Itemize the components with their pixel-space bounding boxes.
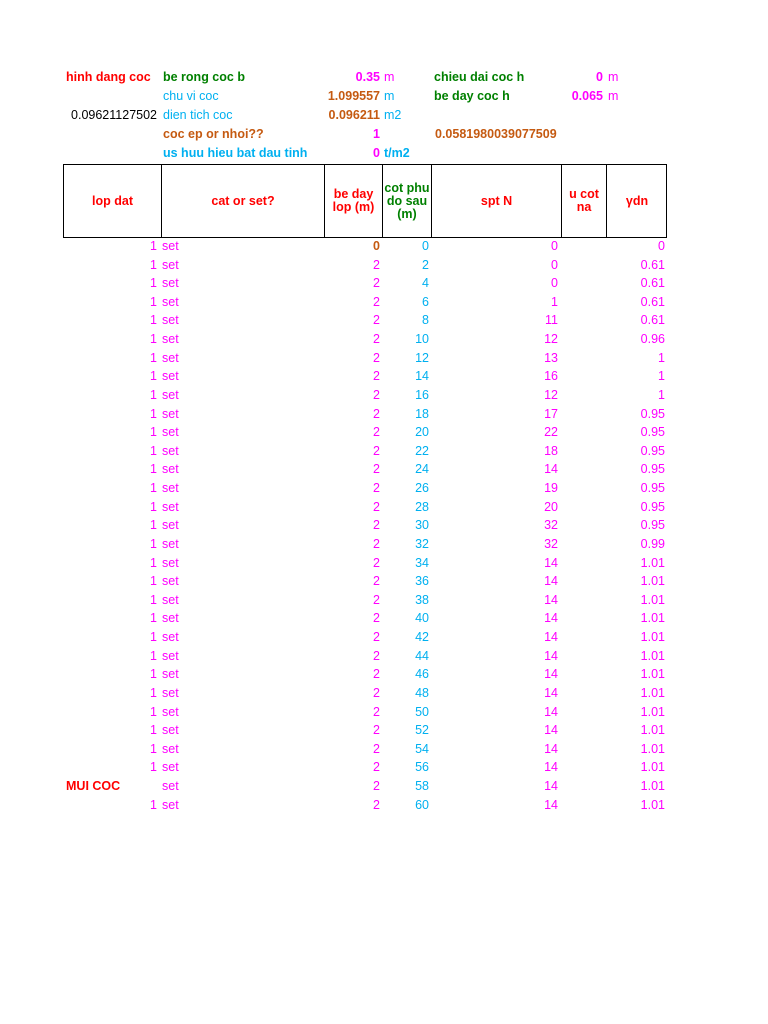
cell-lop-dat[interactable]: 1 bbox=[150, 592, 157, 607]
pile-length-value[interactable]: 0 bbox=[596, 70, 603, 84]
header-u-cot-na[interactable]: u cot na bbox=[569, 187, 599, 214]
cell-cat-or-set[interactable]: set bbox=[162, 574, 179, 589]
pile-thickness-value[interactable]: 0.065 bbox=[571, 89, 603, 103]
cell-ydn[interactable]: 1.01 bbox=[640, 667, 665, 682]
cell-ydn[interactable]: 1.01 bbox=[640, 630, 665, 645]
cell-ydn[interactable]: 0.61 bbox=[640, 313, 665, 328]
cell-be-day-lop[interactable]: 2 bbox=[373, 741, 380, 756]
cell-ydn[interactable]: 1.01 bbox=[640, 741, 665, 756]
cell-cot-phu[interactable]: 36 bbox=[415, 574, 429, 589]
area-label: dien tich coc bbox=[163, 108, 233, 122]
table-row bbox=[0, 405, 768, 424]
table-row bbox=[0, 703, 768, 722]
table-row bbox=[0, 367, 768, 386]
cell-be-day-lop[interactable]: 2 bbox=[373, 276, 380, 291]
table-row bbox=[0, 591, 768, 610]
pile-type-label: coc ep or nhoi?? bbox=[163, 127, 264, 141]
cell-lop-dat[interactable]: 1 bbox=[150, 648, 157, 663]
cell-spt-n[interactable]: 14 bbox=[544, 778, 558, 793]
column-header-row bbox=[63, 164, 667, 238]
perimeter-label: chu vi coc bbox=[163, 89, 219, 103]
cell-ydn[interactable]: 1.01 bbox=[640, 574, 665, 589]
table-row bbox=[0, 498, 768, 517]
cell-ydn[interactable]: 1.01 bbox=[640, 797, 665, 812]
cell-cot-phu[interactable]: 2 bbox=[422, 257, 429, 272]
cell-cat-or-set[interactable]: set bbox=[162, 723, 179, 738]
cell-cot-phu[interactable]: 38 bbox=[415, 592, 429, 607]
cell-cot-phu[interactable]: 50 bbox=[415, 704, 429, 719]
table-row bbox=[0, 442, 768, 461]
cell-cot-phu[interactable]: 20 bbox=[415, 425, 429, 440]
cell-spt-n[interactable]: 17 bbox=[544, 406, 558, 421]
cell-ydn[interactable]: 1 bbox=[658, 369, 665, 384]
cell-ydn[interactable]: 0.99 bbox=[640, 536, 665, 551]
cell-cat-or-set[interactable]: set bbox=[162, 630, 179, 645]
cell-spt-n[interactable]: 14 bbox=[544, 555, 558, 570]
cell-cot-phu[interactable]: 10 bbox=[415, 332, 429, 347]
cell-cot-phu[interactable]: 16 bbox=[415, 387, 429, 402]
cell-cot-phu[interactable]: 60 bbox=[415, 797, 429, 812]
cell-lop-dat[interactable]: 1 bbox=[150, 667, 157, 682]
cell-spt-n[interactable]: 14 bbox=[544, 462, 558, 477]
cell-lop-dat[interactable]: 1 bbox=[150, 797, 157, 812]
cell-spt-n[interactable]: 14 bbox=[544, 685, 558, 700]
header-cot-phu[interactable]: cot phu do sau (m) bbox=[384, 180, 430, 221]
cell-cat-or-set[interactable]: set bbox=[162, 257, 179, 272]
cell-lop-dat[interactable]: 1 bbox=[150, 574, 157, 589]
header-lop-dat[interactable]: lop dat bbox=[92, 193, 133, 208]
cell-spt-n[interactable]: 14 bbox=[544, 760, 558, 775]
cell-be-day-lop[interactable]: 2 bbox=[373, 313, 380, 328]
table-row bbox=[0, 460, 768, 479]
cell-be-day-lop[interactable]: 2 bbox=[373, 630, 380, 645]
cell-ydn[interactable]: 1.01 bbox=[640, 704, 665, 719]
effective-stress-unit: t/m2 bbox=[384, 146, 410, 160]
cell-be-day-lop[interactable]: 2 bbox=[373, 778, 380, 793]
area-value[interactable]: 0.096211 bbox=[328, 108, 380, 122]
cell-cat-or-set[interactable]: set bbox=[162, 239, 179, 253]
table-row bbox=[0, 684, 768, 703]
cell-lop-dat[interactable]: 1 bbox=[150, 536, 157, 551]
cell-be-day-lop[interactable]: 2 bbox=[373, 499, 380, 514]
cell-ydn[interactable]: 0.95 bbox=[640, 406, 665, 421]
cell-lop-dat[interactable]: 1 bbox=[150, 276, 157, 291]
cell-ydn[interactable]: 0 bbox=[658, 239, 665, 253]
pile-thickness-label: be day coc h bbox=[434, 89, 510, 103]
cell-be-day-lop[interactable]: 2 bbox=[373, 350, 380, 365]
cell-be-day-lop[interactable]: 2 bbox=[373, 443, 380, 458]
table-row bbox=[0, 609, 768, 628]
table-row bbox=[0, 554, 768, 573]
table-row bbox=[0, 330, 768, 349]
cell-lop-dat[interactable]: 1 bbox=[150, 723, 157, 738]
cell-lop-dat[interactable]: 1 bbox=[150, 443, 157, 458]
cell-be-day-lop[interactable]: 2 bbox=[373, 555, 380, 570]
cell-lop-dat[interactable]: 1 bbox=[150, 332, 157, 347]
table-row bbox=[0, 721, 768, 740]
area-side-value[interactable]: 0.09621127502 bbox=[71, 108, 157, 122]
cell-cat-or-set[interactable]: set bbox=[162, 778, 179, 793]
cell-cat-or-set[interactable]: set bbox=[162, 406, 179, 421]
header-spt-n[interactable]: spt N bbox=[480, 193, 513, 208]
cell-cot-phu[interactable]: 22 bbox=[415, 443, 429, 458]
cell-lop-dat[interactable]: 1 bbox=[150, 630, 157, 645]
cell-lop-dat[interactable]: 1 bbox=[150, 294, 157, 309]
effective-stress-label: us huu hieu bat dau tinh bbox=[163, 146, 308, 160]
cell-be-day-lop[interactable]: 2 bbox=[373, 592, 380, 607]
cell-cat-or-set[interactable]: set bbox=[162, 797, 179, 812]
cell-lop-dat[interactable]: 1 bbox=[150, 387, 157, 402]
cell-be-day-lop[interactable]: 2 bbox=[373, 667, 380, 682]
cell-be-day-lop[interactable]: 2 bbox=[373, 685, 380, 700]
cell-ydn[interactable]: 1.01 bbox=[640, 592, 665, 607]
cell-cot-phu[interactable]: 40 bbox=[415, 611, 429, 626]
cell-be-day-lop[interactable]: 2 bbox=[373, 332, 380, 347]
cell-cat-or-set[interactable]: set bbox=[162, 611, 179, 626]
cell-ydn[interactable]: 1.01 bbox=[640, 611, 665, 626]
table-row bbox=[0, 386, 768, 405]
cell-cat-or-set[interactable]: set bbox=[162, 741, 179, 756]
cell-ydn[interactable]: 0.95 bbox=[640, 518, 665, 533]
cell-cot-phu[interactable]: 58 bbox=[415, 778, 429, 793]
cell-ydn[interactable]: 0.96 bbox=[640, 332, 665, 347]
cell-cot-phu[interactable]: 54 bbox=[415, 741, 429, 756]
cell-spt-n[interactable]: 14 bbox=[544, 704, 558, 719]
cell-cat-or-set[interactable]: set bbox=[162, 518, 179, 533]
cell-cot-phu[interactable]: 4 bbox=[422, 276, 429, 291]
cell-spt-n[interactable]: 14 bbox=[544, 667, 558, 682]
cell-spt-n[interactable]: 1 bbox=[551, 294, 558, 309]
cell-ydn[interactable]: 1 bbox=[658, 387, 665, 402]
cell-spt-n[interactable]: 14 bbox=[544, 574, 558, 589]
cell-spt-n[interactable]: 12 bbox=[544, 332, 558, 347]
cell-cat-or-set[interactable]: set bbox=[162, 443, 179, 458]
table-row bbox=[0, 349, 768, 368]
cell-cat-or-set[interactable]: set bbox=[162, 555, 179, 570]
cell-be-day-lop[interactable]: 2 bbox=[373, 723, 380, 738]
cell-lop-dat[interactable]: 1 bbox=[150, 313, 157, 328]
cell-ydn[interactable]: 0.61 bbox=[640, 257, 665, 272]
cell-lop-dat[interactable]: 1 bbox=[150, 518, 157, 533]
cell-ydn[interactable]: 0.95 bbox=[640, 499, 665, 514]
table-row bbox=[0, 777, 768, 796]
cell-lop-dat[interactable]: 1 bbox=[150, 685, 157, 700]
table-row bbox=[0, 535, 768, 554]
cell-cot-phu[interactable]: 24 bbox=[415, 462, 429, 477]
table-row bbox=[0, 665, 768, 684]
cell-be-day-lop[interactable]: 2 bbox=[373, 574, 380, 589]
effective-stress-value[interactable]: 0 bbox=[373, 146, 380, 160]
cell-ydn[interactable]: 0.61 bbox=[640, 294, 665, 309]
cell-cat-or-set[interactable]: set bbox=[162, 387, 179, 402]
table-row bbox=[0, 572, 768, 591]
cell-spt-n[interactable]: 18 bbox=[544, 443, 558, 458]
cell-be-day-lop[interactable]: 2 bbox=[373, 257, 380, 272]
cell-cat-or-set[interactable]: set bbox=[162, 462, 179, 477]
cell-cat-or-set[interactable]: set bbox=[162, 276, 179, 291]
cell-spt-n[interactable]: 20 bbox=[544, 499, 558, 514]
cell-cot-phu[interactable]: 42 bbox=[415, 630, 429, 645]
cell-spt-n[interactable]: 0 bbox=[551, 239, 558, 253]
cell-lop-dat[interactable]: 1 bbox=[150, 741, 157, 756]
cell-cot-phu[interactable]: 6 bbox=[422, 294, 429, 309]
cell-spt-n[interactable]: 16 bbox=[544, 369, 558, 384]
cell-ydn[interactable]: 0.95 bbox=[640, 462, 665, 477]
pile-width-unit: m bbox=[384, 70, 395, 84]
cell-spt-n[interactable]: 0 bbox=[551, 276, 558, 291]
cell-be-day-lop[interactable]: 2 bbox=[373, 518, 380, 533]
cell-ydn[interactable]: 0.95 bbox=[640, 481, 665, 496]
perimeter-value[interactable]: 1.099557 bbox=[327, 89, 380, 103]
cell-spt-n[interactable]: 14 bbox=[544, 741, 558, 756]
pile-type-value[interactable]: 1 bbox=[373, 127, 380, 141]
cell-ydn[interactable]: 1.01 bbox=[640, 555, 665, 570]
cell-cot-phu[interactable]: 46 bbox=[415, 667, 429, 682]
header-cat-or-set[interactable]: cat or set? bbox=[211, 193, 275, 208]
cell-cot-phu[interactable]: 28 bbox=[415, 499, 429, 514]
cell-cot-phu[interactable]: 48 bbox=[415, 685, 429, 700]
cell-be-day-lop[interactable]: 2 bbox=[373, 481, 380, 496]
cell-cot-phu[interactable]: 14 bbox=[415, 369, 429, 384]
cell-cot-phu[interactable]: 32 bbox=[415, 536, 429, 551]
cell-spt-n[interactable]: 19 bbox=[544, 481, 558, 496]
cell-be-day-lop[interactable]: 2 bbox=[373, 760, 380, 775]
cell-lop-dat[interactable]: 1 bbox=[150, 350, 157, 365]
cell-cat-or-set[interactable]: set bbox=[162, 294, 179, 309]
pile-type-extra-value[interactable]: 0.0581980039077509 bbox=[435, 127, 557, 141]
cell-be-day-lop[interactable]: 2 bbox=[373, 425, 380, 440]
header-be-day-lop[interactable]: be day lop (m) bbox=[332, 187, 375, 214]
cell-ydn[interactable]: 1.01 bbox=[640, 778, 665, 793]
cell-ydn[interactable]: 0.95 bbox=[640, 443, 665, 458]
cell-cat-or-set[interactable]: set bbox=[162, 685, 179, 700]
cell-spt-n[interactable]: 14 bbox=[544, 630, 558, 645]
cell-lop-dat[interactable]: 1 bbox=[150, 462, 157, 477]
cell-be-day-lop[interactable]: 2 bbox=[373, 406, 380, 421]
pile-tip-label: MUI COC bbox=[66, 778, 121, 793]
pile-length-label: chieu dai coc h bbox=[434, 70, 525, 84]
pile-width-label: be rong coc b bbox=[163, 70, 245, 84]
header-ydn[interactable]: γdn bbox=[625, 193, 649, 208]
cell-be-day-lop[interactable]: 2 bbox=[373, 648, 380, 663]
cell-cat-or-set[interactable]: set bbox=[162, 536, 179, 551]
cell-ydn[interactable]: 0.95 bbox=[640, 425, 665, 440]
cell-spt-n[interactable]: 14 bbox=[544, 723, 558, 738]
table-row bbox=[0, 740, 768, 759]
cell-lop-dat[interactable]: 1 bbox=[150, 425, 157, 440]
cell-be-day-lop[interactable]: 2 bbox=[373, 462, 380, 477]
cell-lop-dat[interactable]: 1 bbox=[150, 499, 157, 514]
cell-lop-dat[interactable]: 1 bbox=[150, 257, 157, 272]
table-row bbox=[0, 796, 768, 815]
cell-ydn[interactable]: 1.01 bbox=[640, 685, 665, 700]
cell-cat-or-set[interactable]: set bbox=[162, 648, 179, 663]
cell-lop-dat[interactable]: 1 bbox=[150, 760, 157, 775]
cell-be-day-lop[interactable]: 2 bbox=[373, 704, 380, 719]
cell-cat-or-set[interactable]: set bbox=[162, 499, 179, 514]
cell-cot-phu[interactable]: 18 bbox=[415, 406, 429, 421]
table-row bbox=[0, 479, 768, 498]
cell-lop-dat[interactable]: 1 bbox=[150, 369, 157, 384]
pile-thickness-unit: m bbox=[608, 89, 619, 103]
cell-lop-dat[interactable]: 1 bbox=[150, 481, 157, 496]
cell-spt-n[interactable]: 13 bbox=[544, 350, 558, 365]
table-row bbox=[0, 423, 768, 442]
cell-lop-dat[interactable]: 1 bbox=[150, 406, 157, 421]
cell-lop-dat[interactable]: 1 bbox=[150, 704, 157, 719]
cell-cot-phu[interactable]: 12 bbox=[415, 350, 429, 365]
table-row bbox=[0, 274, 768, 293]
cell-be-day-lop[interactable]: 2 bbox=[373, 611, 380, 626]
cell-spt-n[interactable]: 0 bbox=[551, 257, 558, 272]
cell-be-day-lop[interactable]: 0 bbox=[373, 239, 380, 253]
table-row bbox=[0, 647, 768, 666]
cell-spt-n[interactable]: 22 bbox=[544, 425, 558, 440]
cell-cot-phu[interactable]: 0 bbox=[422, 239, 429, 253]
cell-lop-dat[interactable]: 1 bbox=[150, 611, 157, 626]
cell-cat-or-set[interactable]: set bbox=[162, 481, 179, 496]
table-row bbox=[0, 628, 768, 647]
cell-ydn[interactable]: 1.01 bbox=[640, 648, 665, 663]
cell-cat-or-set[interactable]: set bbox=[162, 332, 179, 347]
cell-cat-or-set[interactable]: set bbox=[162, 704, 179, 719]
cell-cat-or-set[interactable]: set bbox=[162, 350, 179, 365]
table-row bbox=[0, 758, 768, 777]
table-row bbox=[0, 311, 768, 330]
cell-ydn[interactable]: 0.61 bbox=[640, 276, 665, 291]
cell-be-day-lop[interactable]: 2 bbox=[373, 294, 380, 309]
pile-length-unit: m bbox=[608, 70, 619, 84]
perimeter-unit: m bbox=[384, 89, 395, 103]
cell-spt-n[interactable]: 32 bbox=[544, 518, 558, 533]
cell-cot-phu[interactable]: 56 bbox=[415, 760, 429, 775]
cell-cot-phu[interactable]: 52 bbox=[415, 723, 429, 738]
cell-lop-dat[interactable]: 1 bbox=[150, 239, 157, 253]
cell-cot-phu[interactable]: 26 bbox=[415, 481, 429, 496]
cell-cat-or-set[interactable]: set bbox=[162, 425, 179, 440]
cell-be-day-lop[interactable]: 2 bbox=[373, 369, 380, 384]
cell-cot-phu[interactable]: 8 bbox=[422, 313, 429, 328]
cell-cat-or-set[interactable]: set bbox=[162, 667, 179, 682]
cell-spt-n[interactable]: 32 bbox=[544, 536, 558, 551]
cell-cat-or-set[interactable]: set bbox=[162, 592, 179, 607]
table-row bbox=[0, 293, 768, 312]
cell-ydn[interactable]: 1.01 bbox=[640, 723, 665, 738]
cell-spt-n[interactable]: 12 bbox=[544, 387, 558, 402]
cell-cat-or-set[interactable]: set bbox=[162, 760, 179, 775]
table-row bbox=[0, 516, 768, 535]
cell-spt-n[interactable]: 14 bbox=[544, 797, 558, 812]
table-row bbox=[0, 256, 768, 275]
cell-spt-n[interactable]: 14 bbox=[544, 611, 558, 626]
cell-spt-n[interactable]: 14 bbox=[544, 592, 558, 607]
table-row bbox=[0, 237, 768, 256]
cell-cat-or-set[interactable]: set bbox=[162, 369, 179, 384]
cell-spt-n[interactable]: 11 bbox=[545, 313, 558, 328]
cell-be-day-lop[interactable]: 2 bbox=[373, 797, 380, 812]
cell-lop-dat[interactable]: 1 bbox=[150, 555, 157, 570]
area-unit: m2 bbox=[384, 108, 402, 122]
cell-ydn[interactable]: 1 bbox=[658, 350, 665, 365]
cell-be-day-lop[interactable]: 2 bbox=[373, 387, 380, 402]
cell-cot-phu[interactable]: 44 bbox=[415, 648, 429, 663]
pile-width-value[interactable]: 0.35 bbox=[355, 70, 380, 84]
cell-be-day-lop[interactable]: 2 bbox=[373, 536, 380, 551]
cell-ydn[interactable]: 1.01 bbox=[640, 760, 665, 775]
cell-spt-n[interactable]: 14 bbox=[544, 648, 558, 663]
pile-shape-label: hinh dang coc bbox=[66, 70, 151, 84]
cell-cot-phu[interactable]: 34 bbox=[415, 555, 429, 570]
cell-cot-phu[interactable]: 30 bbox=[415, 518, 429, 533]
cell-cat-or-set[interactable]: set bbox=[162, 313, 179, 328]
